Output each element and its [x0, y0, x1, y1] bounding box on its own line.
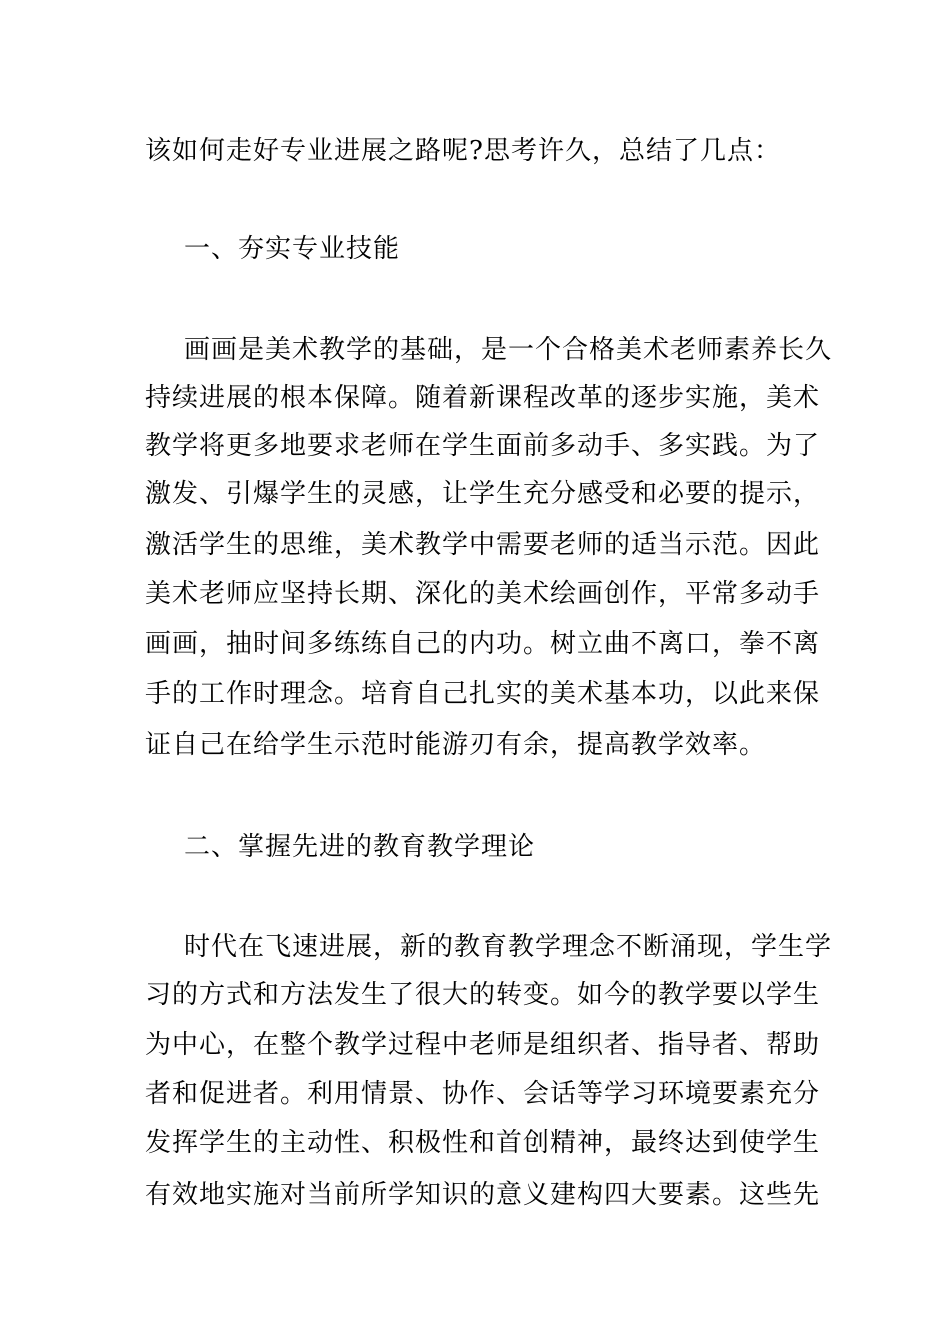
paragraph-line: 美术老师应坚持长期、深化的美术绘画创作，平常多动手 [145, 579, 821, 609]
section-1-heading: 一、夯实专业技能 [184, 234, 401, 264]
paragraph-line: 证自己在给学生示范时能游刃有余，提高教学效率。 [145, 730, 767, 760]
paragraph-line: 持续进展的根本保障。随着新课程改革的逐步实施，美术 [145, 383, 821, 413]
paragraph-line: 激活学生的思维，美术教学中需要老师的适当示范。因此 [145, 530, 821, 560]
paragraph-line: 教学将更多地要求老师在学生面前多动手、多实践。为了 [145, 431, 821, 461]
paragraph-line: 时代在飞速进展，新的教育教学理念不断涌现，学生学 [184, 932, 833, 962]
paragraph-line: 画画是美术教学的基础，是一个合格美术老师素养长久 [184, 335, 833, 365]
paragraph-line: 画画，抽时间多练练自己的内功。树立曲不离口，拳不离 [145, 629, 821, 659]
paragraph-line: 者和促进者。利用情景、协作、会话等学习环境要素充分 [145, 1079, 821, 1109]
paragraph-line: 手的工作时理念。培育自己扎实的美术基本功，以此来保 [145, 679, 821, 709]
paragraph-line: 为中心，在整个教学过程中老师是组织者、指导者、帮助 [145, 1030, 821, 1060]
paragraph-line: 激发、引爆学生的灵感，让学生充分感受和必要的提示， [145, 479, 821, 509]
paragraph-line: 习的方式和方法发生了很大的转变。如今的教学要以学生 [145, 980, 821, 1010]
intro-line: 该如何走好专业进展之路呢?思考许久，总结了几点： [145, 136, 781, 166]
section-2-heading: 二、掌握先进的教育教学理论 [184, 832, 536, 862]
paragraph-line: 有效地实施对当前所学知识的意义建构四大要素。这些先 [145, 1180, 821, 1210]
paragraph-line: 发挥学生的主动性、积极性和首创精神，最终达到使学生 [145, 1128, 821, 1158]
